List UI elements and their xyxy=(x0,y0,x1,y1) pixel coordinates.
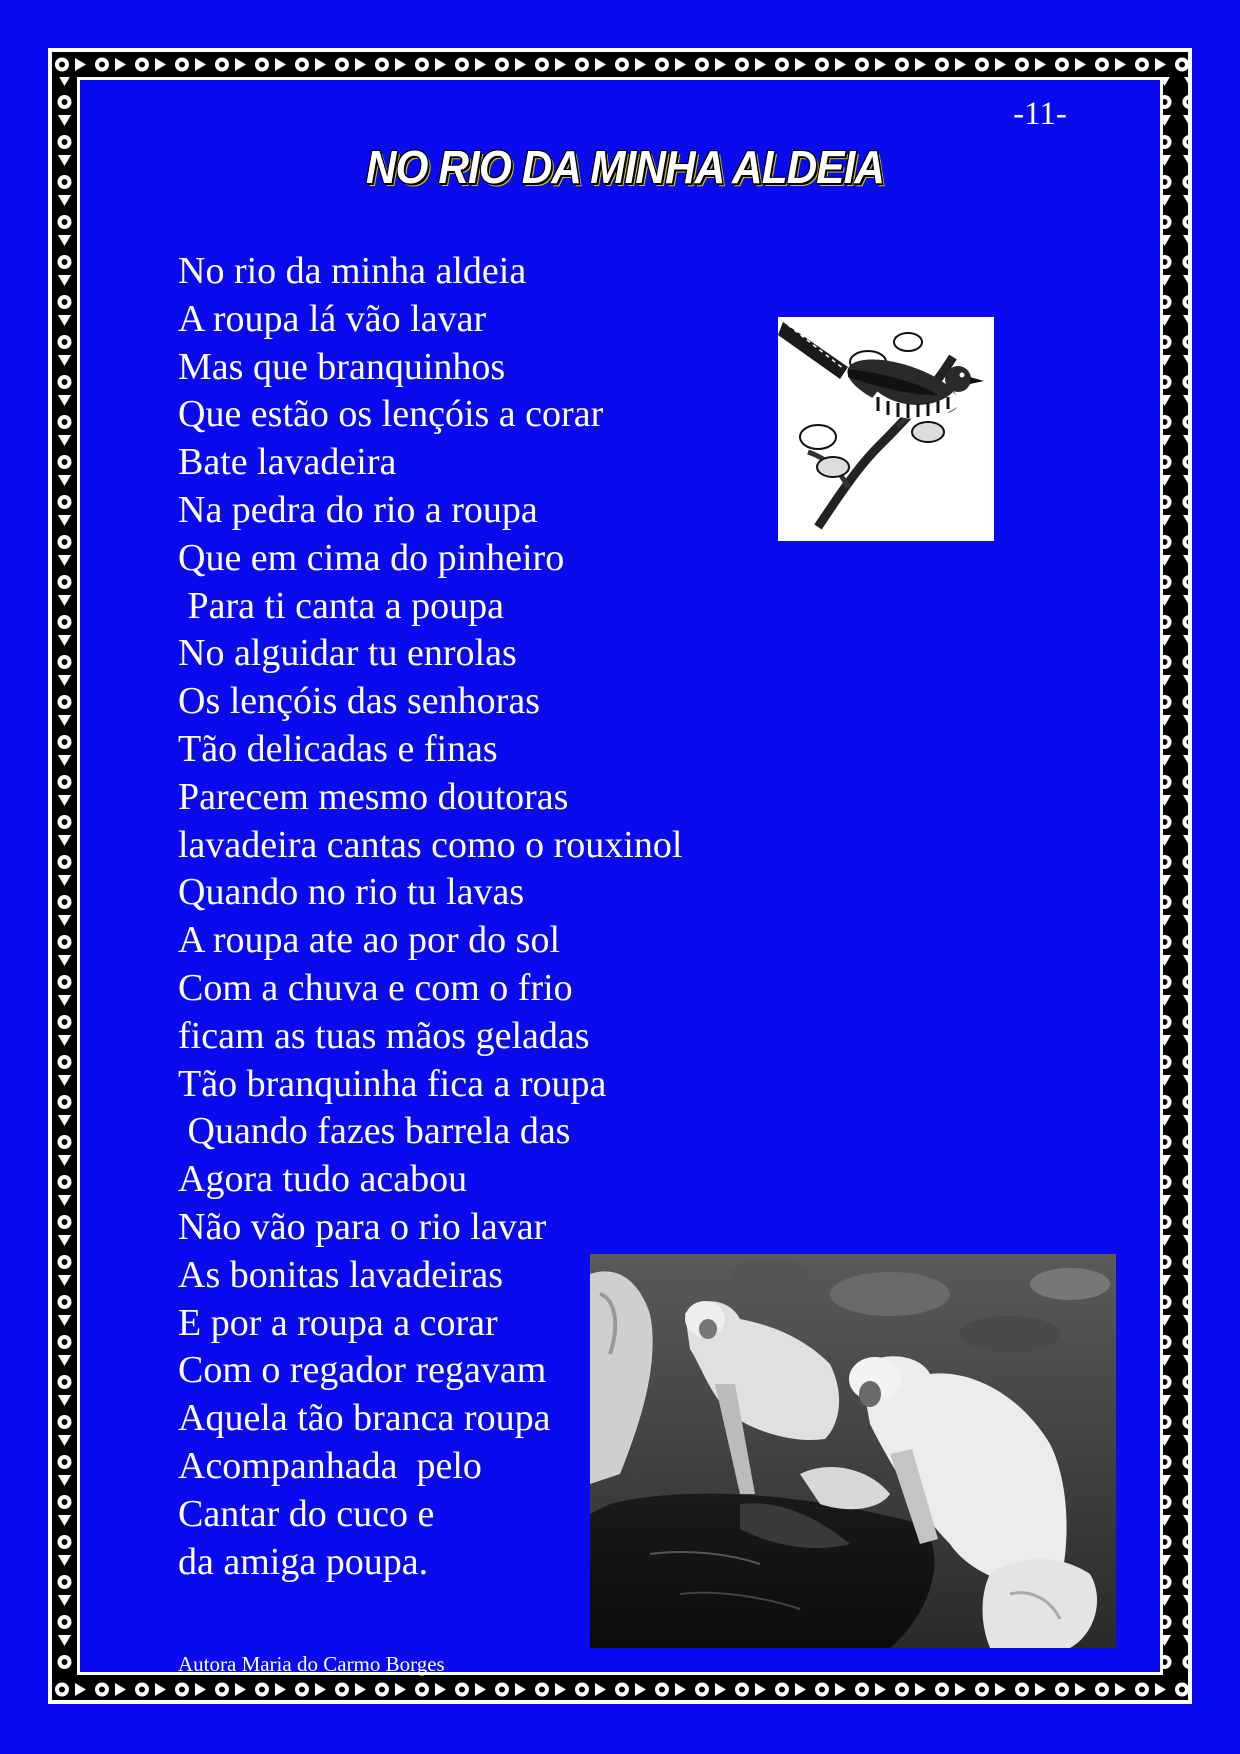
poem-line: Com o regador regavam xyxy=(178,1349,547,1392)
poem-line: No rio da minha aldeia xyxy=(178,250,527,292)
poem-line: Na pedra do rio a roupa xyxy=(178,488,538,531)
poem-line: Quando no rio tu lavas xyxy=(178,871,525,914)
poem-line: Tão delicadas e finas xyxy=(178,727,498,770)
author-credit: Autora Maria do Carmo Borges xyxy=(178,1652,445,1676)
poem-line: Cantar do cuco e xyxy=(178,1492,435,1535)
poem-line: Bate lavadeira xyxy=(178,441,397,484)
poem-line: Quando fazes barrela das xyxy=(178,1110,571,1153)
cuckoo-bird-illustration xyxy=(778,317,994,541)
poem-line: Agora tudo acabou xyxy=(178,1158,468,1201)
poem-title: NO RIO DA MINHA ALDEIA xyxy=(365,141,885,193)
poem-line: Mas que branquinhos xyxy=(178,345,506,388)
poem-line: No alguidar tu enrolas xyxy=(178,632,517,675)
poem-line: Que em cima do pinheiro xyxy=(178,536,565,579)
washerwomen-photo xyxy=(590,1254,1116,1648)
poem-line: Não vão para o rio lavar xyxy=(178,1205,547,1248)
poem-line: Parecem mesmo doutoras xyxy=(178,775,569,818)
poem-line: Com a chuva e com o frio xyxy=(178,966,573,1009)
poem-line: lavadeira cantas como o rouxinol xyxy=(178,823,683,866)
poem-line: Os lençóis das senhoras xyxy=(178,680,540,723)
page-number: -11- xyxy=(1013,96,1067,132)
poem-line: A roupa lá vão lavar xyxy=(178,297,487,340)
poem-line: da amiga poupa. xyxy=(178,1540,429,1583)
poem-line: ficam as tuas mãos geladas xyxy=(178,1014,590,1057)
poem-line: A roupa ate ao por do sol xyxy=(178,919,561,962)
poem-line: Para ti canta a poupa xyxy=(178,584,505,627)
poem-line: As bonitas lavadeiras xyxy=(178,1253,504,1296)
poem-line: E por a roupa a corar xyxy=(178,1301,498,1344)
poem-line: Que estão os lençóis a corar xyxy=(178,393,604,436)
poem-line: Tão branquinha fica a roupa xyxy=(178,1062,607,1105)
poem-line: Aquela tão branca roupa xyxy=(178,1397,551,1440)
poem-line: Acompanhada pelo xyxy=(178,1444,482,1487)
